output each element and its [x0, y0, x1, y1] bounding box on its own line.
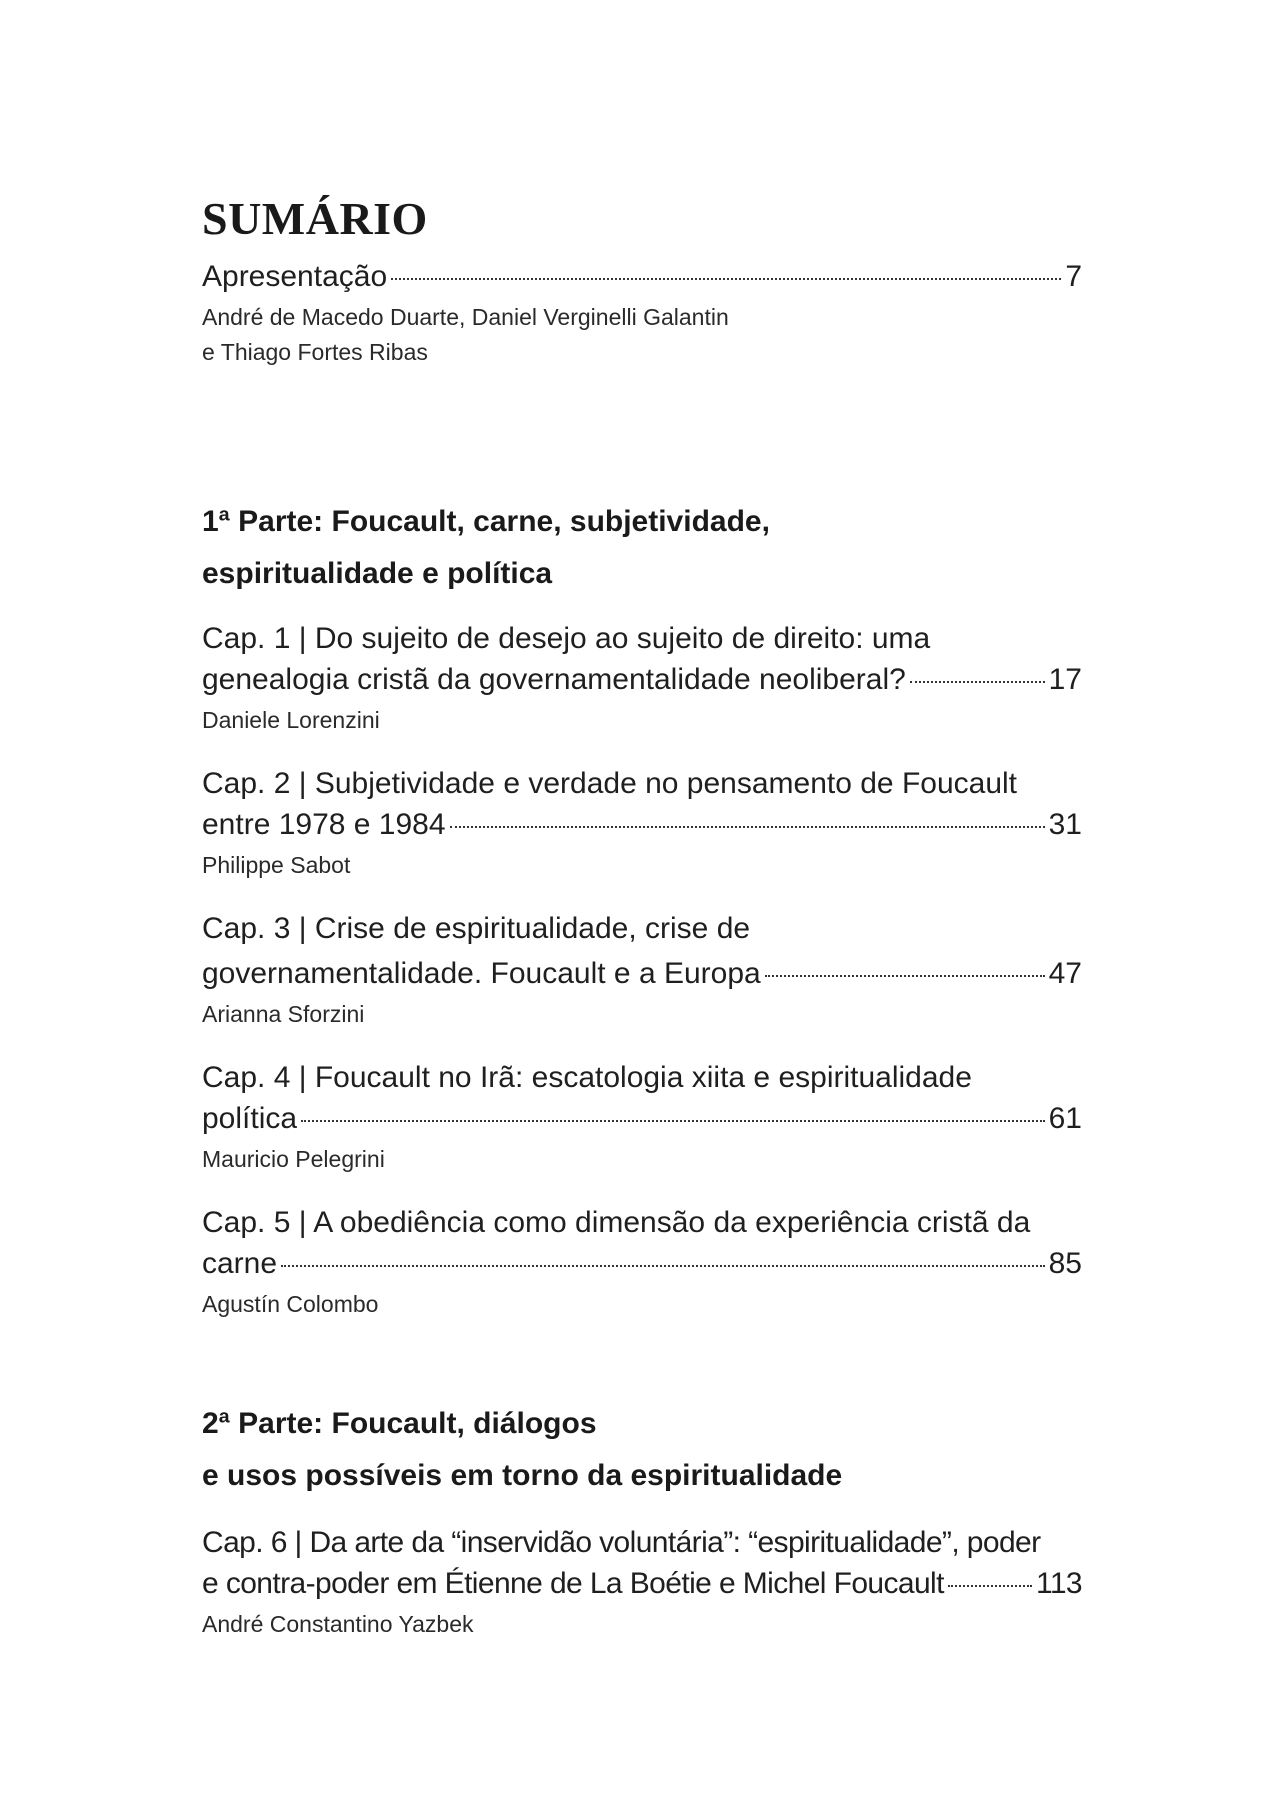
page-number: 85 [1048, 1247, 1082, 1280]
toc-entry-line [202, 1563, 1082, 1604]
toc-entry-title: carne [202, 1247, 278, 1280]
page-number: 17 [1048, 663, 1082, 696]
toc-entry-presentation [202, 256, 1082, 373]
toc-entry-title: e contra-poder em Étienne de La Boétie e Michel Foucault [202, 1567, 944, 1600]
toc-entry-author: Agustín Colombo [202, 1291, 379, 1317]
page-title: SUMÁRIO [202, 193, 428, 244]
toc-entry-title: Cap. 5 | A obediência como dimensão da experiência cristã da [202, 1206, 1031, 1239]
toc-entry-title: política [202, 1102, 298, 1135]
part-heading-line: espiritualidade e política [202, 557, 553, 590]
toc-entry-title: Cap. 4 | Foucault no Irã: escatologia xiita e espiritualidade [202, 1061, 972, 1094]
toc-entry-line [202, 953, 1082, 994]
page-number: 61 [1048, 1102, 1082, 1135]
toc-entry-author: Arianna Sforzini [202, 1001, 365, 1027]
toc-entry-author: André de Macedo Duarte, Daniel Verginelli Galantin [202, 304, 729, 330]
toc-entry-chapter-3 [202, 908, 1082, 1035]
toc-entry-chapter-4 [202, 1057, 1082, 1180]
toc-entry-author: e Thiago Fortes Ribas [202, 339, 428, 365]
toc-entry-author: André Constantino Yazbek [202, 1611, 474, 1637]
dot-leader [765, 975, 1045, 977]
toc-entry-title: Cap. 2 | Subjetividade e verdade no pensamento de Foucault [202, 767, 1018, 800]
toc-entry-title: governamentalidade. Foucault e a Europa [202, 957, 761, 990]
toc-entry-line [202, 1098, 1082, 1139]
dot-leader [948, 1585, 1032, 1587]
dot-leader [910, 681, 1045, 683]
table-of-contents-page [202, 0, 1082, 1816]
toc-entry-title: Cap. 3 | Crise de espiritualidade, crise de [202, 912, 751, 945]
toc-entry-chapter-5 [202, 1202, 1082, 1325]
dot-leader [281, 1265, 1045, 1267]
toc-entry-title: genealogia cristã da governamentalidade neoliberal? [202, 663, 906, 696]
page-number: 7 [1065, 260, 1082, 293]
part-heading-line: 1ª Parte: Foucault, carne, subjetividade, [202, 505, 770, 538]
toc-entry-title: Apresentação [202, 260, 388, 293]
toc-entry-author: Daniele Lorenzini [202, 707, 380, 733]
part-heading-line: e usos possíveis em torno da espiritualidade [202, 1459, 843, 1492]
toc-entry-title: Cap. 6 | Da arte da “inservidão voluntária”: “espiritualidade”, poder [202, 1526, 1041, 1559]
toc-entry-author: Philippe Sabot [202, 852, 351, 878]
toc-entry-title: Cap. 1 | Do sujeito de desejo ao sujeito de direito: uma [202, 622, 931, 655]
toc-entry-title: entre 1978 e 1984 [202, 808, 446, 841]
toc-entry-chapter-2 [202, 763, 1082, 886]
page-number: 113 [1035, 1567, 1082, 1600]
part-heading-line: 2ª Parte: Foucault, diálogos [202, 1407, 597, 1440]
toc-entry-line [202, 659, 1082, 700]
dot-leader [450, 826, 1045, 828]
part-heading [202, 1398, 1082, 1502]
toc-entry-line [202, 804, 1082, 845]
dot-leader [301, 1120, 1045, 1122]
toc-entry-chapter-6 [202, 1522, 1082, 1645]
page-number: 31 [1048, 808, 1082, 841]
part-heading [202, 496, 1082, 600]
toc-entry-chapter-1 [202, 618, 1082, 741]
page-number: 47 [1048, 957, 1082, 990]
toc-entry-line [202, 256, 1082, 297]
toc-entry-author: Mauricio Pelegrini [202, 1146, 385, 1172]
dot-leader [391, 278, 1061, 280]
toc-entry-line [202, 1243, 1082, 1284]
